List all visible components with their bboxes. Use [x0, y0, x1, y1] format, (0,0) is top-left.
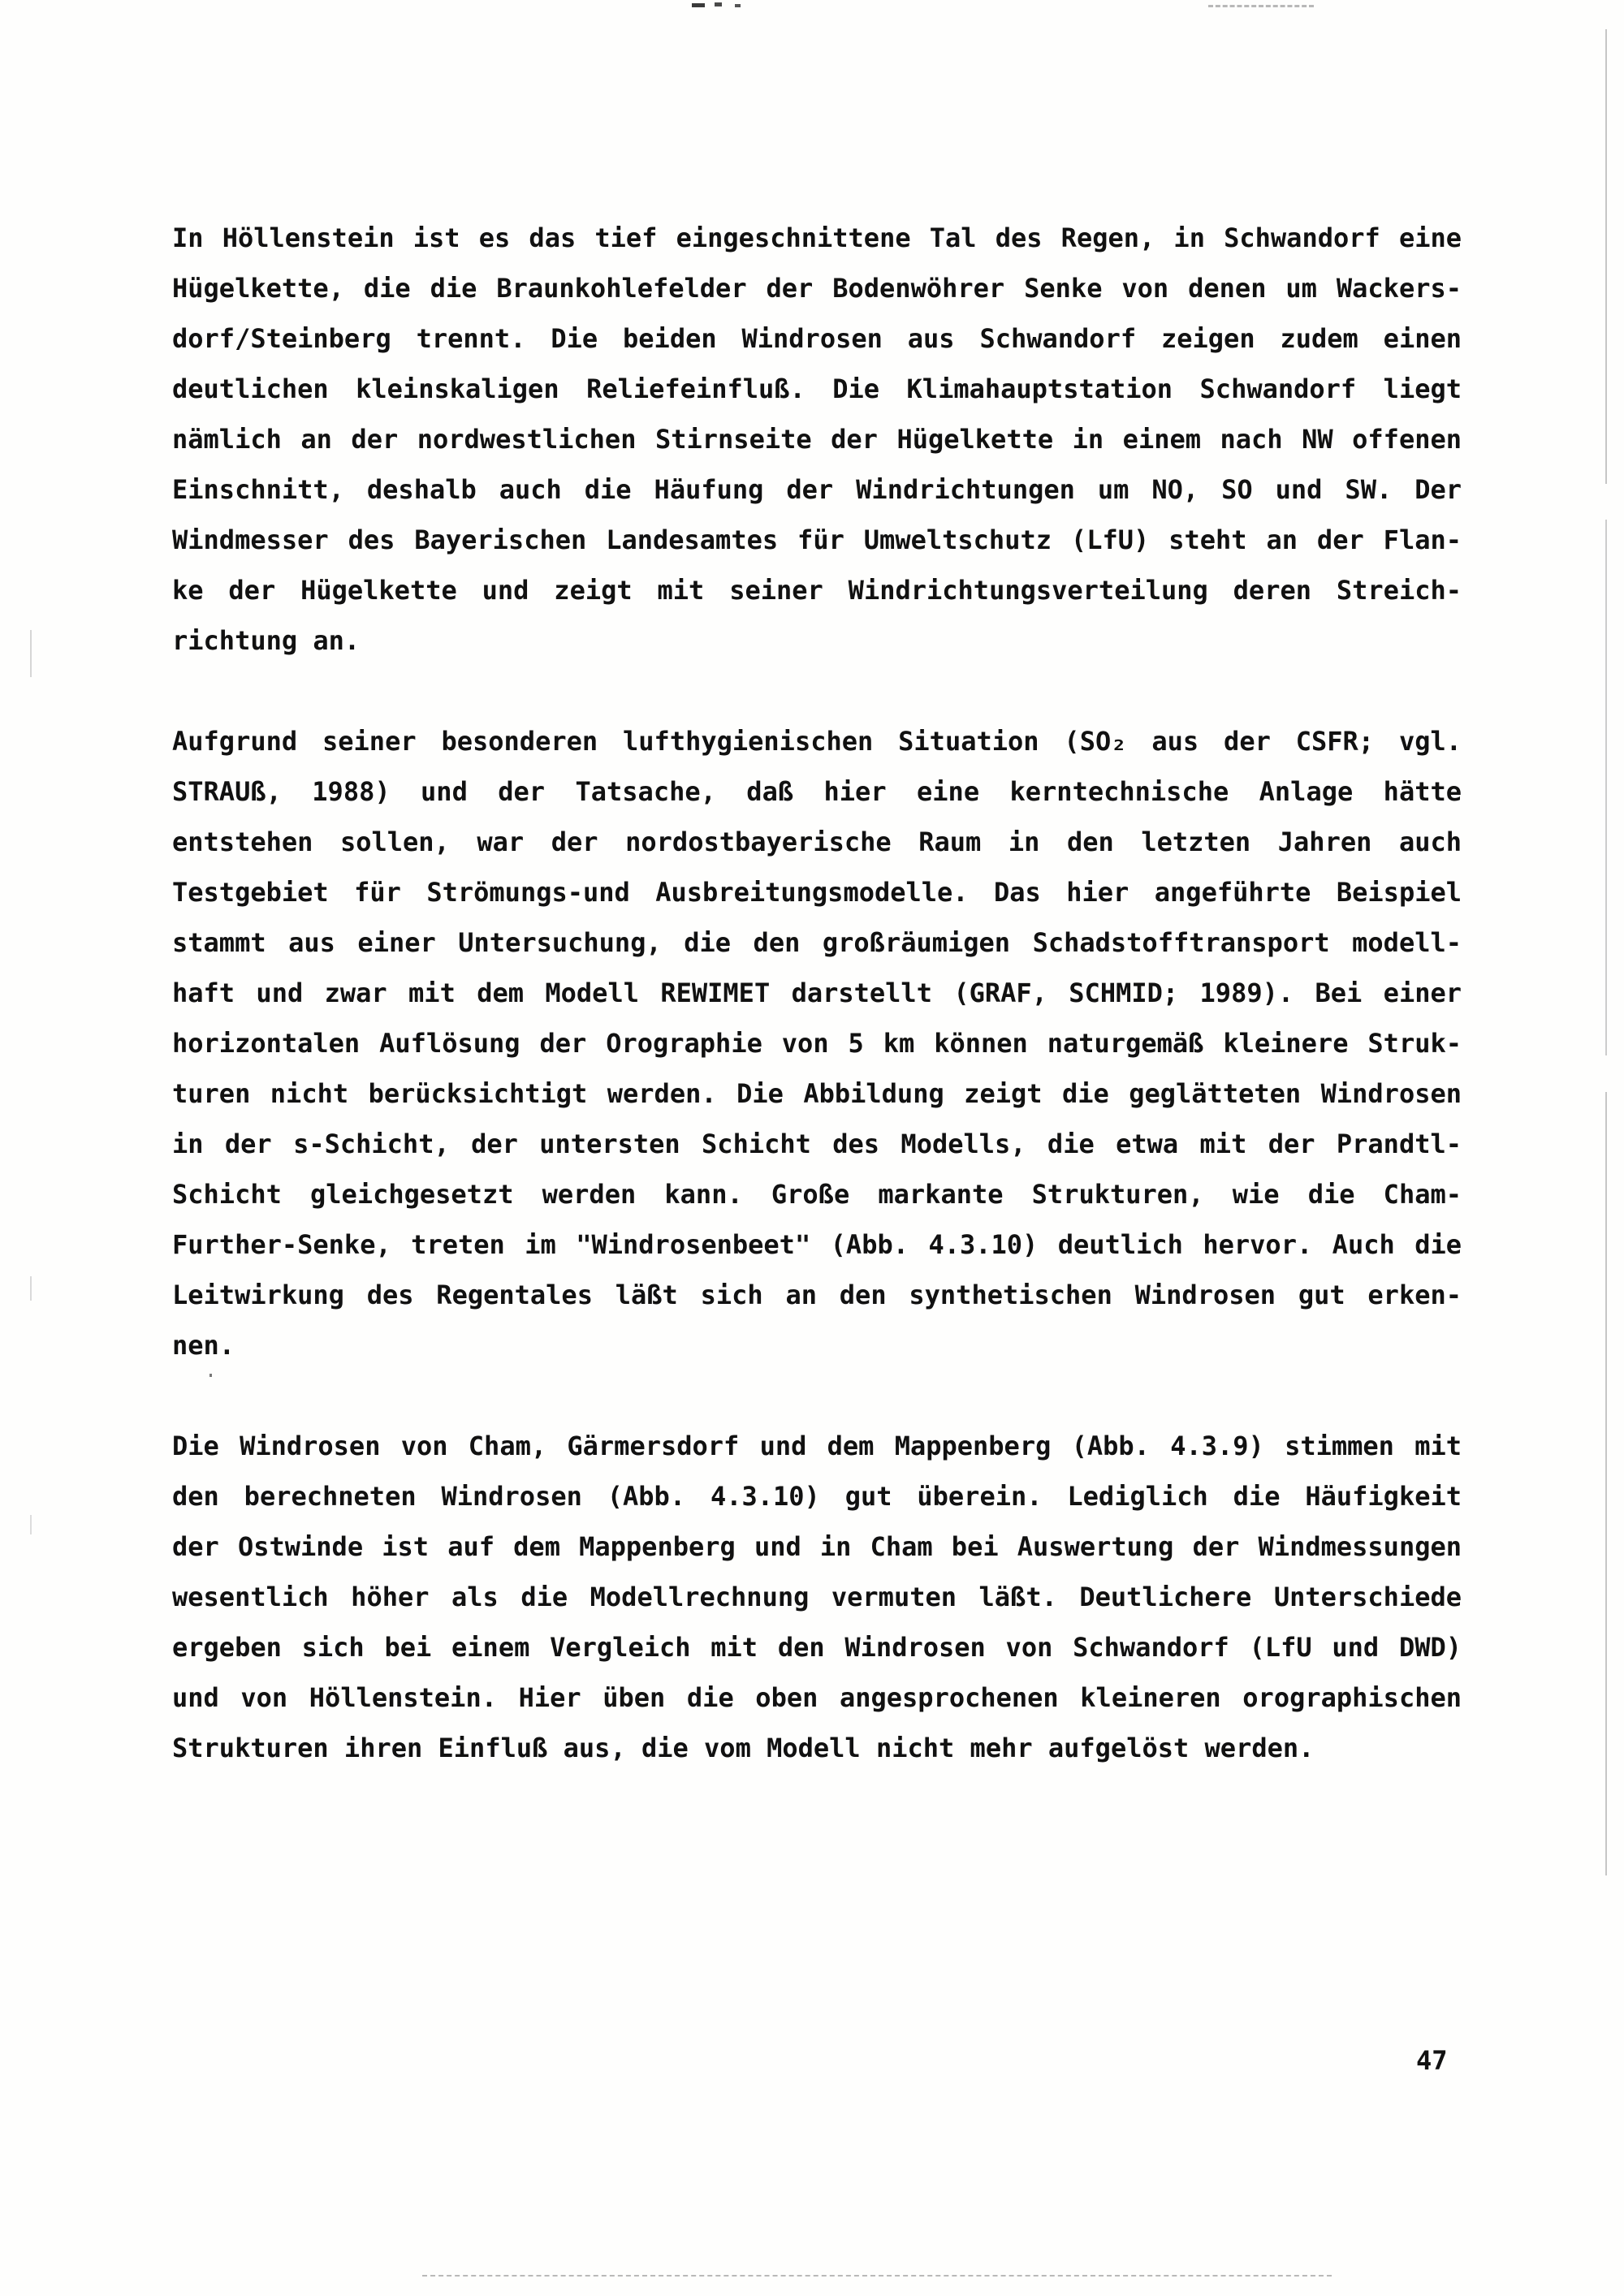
scan-artifact-top-mark — [735, 4, 741, 7]
scan-artifact-top-dashes — [1208, 5, 1314, 7]
scan-artifact-top-mark — [692, 3, 705, 7]
scan-artifact-bottom-dashes — [422, 2275, 1332, 2277]
text-line: horizontalen Auflösung der Orographie von 5 km können naturgemäß kleinere Struk- — [172, 1028, 1462, 1059]
text-line: und von Höllenstein. Hier üben die oben angesprochenen kleineren orographischen — [172, 1682, 1462, 1713]
text-line: stammt aus einer Untersuchung, die den großräumigen Schadstofftransport modell- — [172, 927, 1462, 958]
text-line: Die Windrosen von Cham, Gärmersdorf und dem Mappenberg (Abb. 4.3.9) stimmen mit — [172, 1431, 1462, 1461]
scan-artifact-vertical-line — [1605, 1092, 1607, 1875]
text-line: in der s-Schicht, der untersten Schicht des Modells, die etwa mit der Prandtl- — [172, 1129, 1462, 1159]
scan-artifact-vertical-line — [1605, 29, 1607, 484]
text-line: entstehen sollen, war der nordostbayerische Raum in den letzten Jahren auch — [172, 826, 1462, 857]
text-line: Einschnitt, deshalb auch die Häufung der Windrichtungen um NO, SO und SW. Der — [172, 474, 1462, 505]
text-line: deutlichen kleinskaligen Reliefeinfluß. Die Klimahauptstation Schwandorf liegt — [172, 373, 1462, 404]
text-line: richtung an. — [172, 625, 361, 656]
text-line: haft und zwar mit dem Modell REWIMET darstellt (GRAF, SCHMID; 1989). Bei einer — [172, 978, 1462, 1008]
text-line: den berechneten Windrosen (Abb. 4.3.10) gut überein. Lediglich die Häufigkeit — [172, 1481, 1462, 1512]
text-line: ke der Hügelkette und zeigt mit seiner Windrichtungsverteilung deren Streich- — [172, 575, 1462, 606]
text-line: dorf/Steinberg trennt. Die beiden Windrosen aus Schwandorf zeigen zudem einen — [172, 323, 1462, 354]
text-line: Strukturen ihren Einfluß aus, die vom Modell nicht mehr aufgelöst werden. — [172, 1733, 1315, 1763]
scan-artifact-left-mark — [30, 630, 32, 677]
text-line: Aufgrund seiner besonderen lufthygienischen Situation (SO₂ aus der CSFR; vgl. — [172, 726, 1462, 757]
text-line: der Ostwinde ist auf dem Mappenberg und in Cham bei Auswertung der Windmessungen — [172, 1531, 1462, 1562]
scan-artifact-left-mark — [30, 1276, 32, 1301]
scan-artifact-top-mark — [715, 2, 722, 6]
text-line: wesentlich höher als die Modellrechnung vermuten läßt. Deutlichere Unterschiede — [172, 1582, 1462, 1612]
scan-artifact-left-mark — [30, 1515, 32, 1534]
text-line: In Höllenstein ist es das tief eingeschnittene Tal des Regen, in Schwandorf eine — [172, 222, 1462, 253]
text-line: nen. — [172, 1330, 235, 1361]
text-line: Schicht gleichgesetzt werden kann. Große markante Strukturen, wie die Cham- — [172, 1179, 1462, 1210]
page-number: 47 — [1416, 2045, 1448, 2076]
text-line: STRAUß, 1988) und der Tatsache, daß hier eine kerntechnische Anlage hätte — [172, 776, 1462, 807]
text-line: ergeben sich bei einem Vergleich mit den Windrosen von Schwandorf (LfU und DWD) — [172, 1632, 1462, 1663]
scan-artifact-vertical-line — [1605, 520, 1607, 1055]
paragraph-2 — [172, 716, 1462, 1370]
text-line: nämlich an der nordwestlichen Stirnseite der Hügelkette in einem nach NW offenen — [172, 424, 1462, 455]
text-line: Testgebiet für Strömungs-und Ausbreitungsmodelle. Das hier angeführte Beispiel — [172, 877, 1462, 908]
text-line: Windmesser des Bayerischen Landesamtes für Umweltschutz (LfU) steht an der Flan- — [172, 524, 1462, 555]
paragraph-3 — [172, 1421, 1462, 1773]
text-line: Leitwirkung des Regentales läßt sich an den synthetischen Windrosen gut erken- — [172, 1280, 1462, 1310]
paragraph-1 — [172, 213, 1462, 666]
text-line: turen nicht berücksichtigt werden. Die Abbildung zeigt die geglätteten Windrosen — [172, 1078, 1462, 1109]
text-line: Further-Senke, treten im "Windrosenbeet" (Abb. 4.3.10) deutlich hervor. Auch die — [172, 1229, 1462, 1260]
text-line: Hügelkette, die die Braunkohlefelder der Bodenwöhrer Senke von denen um Wackers- — [172, 273, 1462, 304]
text-body — [172, 213, 1462, 1823]
